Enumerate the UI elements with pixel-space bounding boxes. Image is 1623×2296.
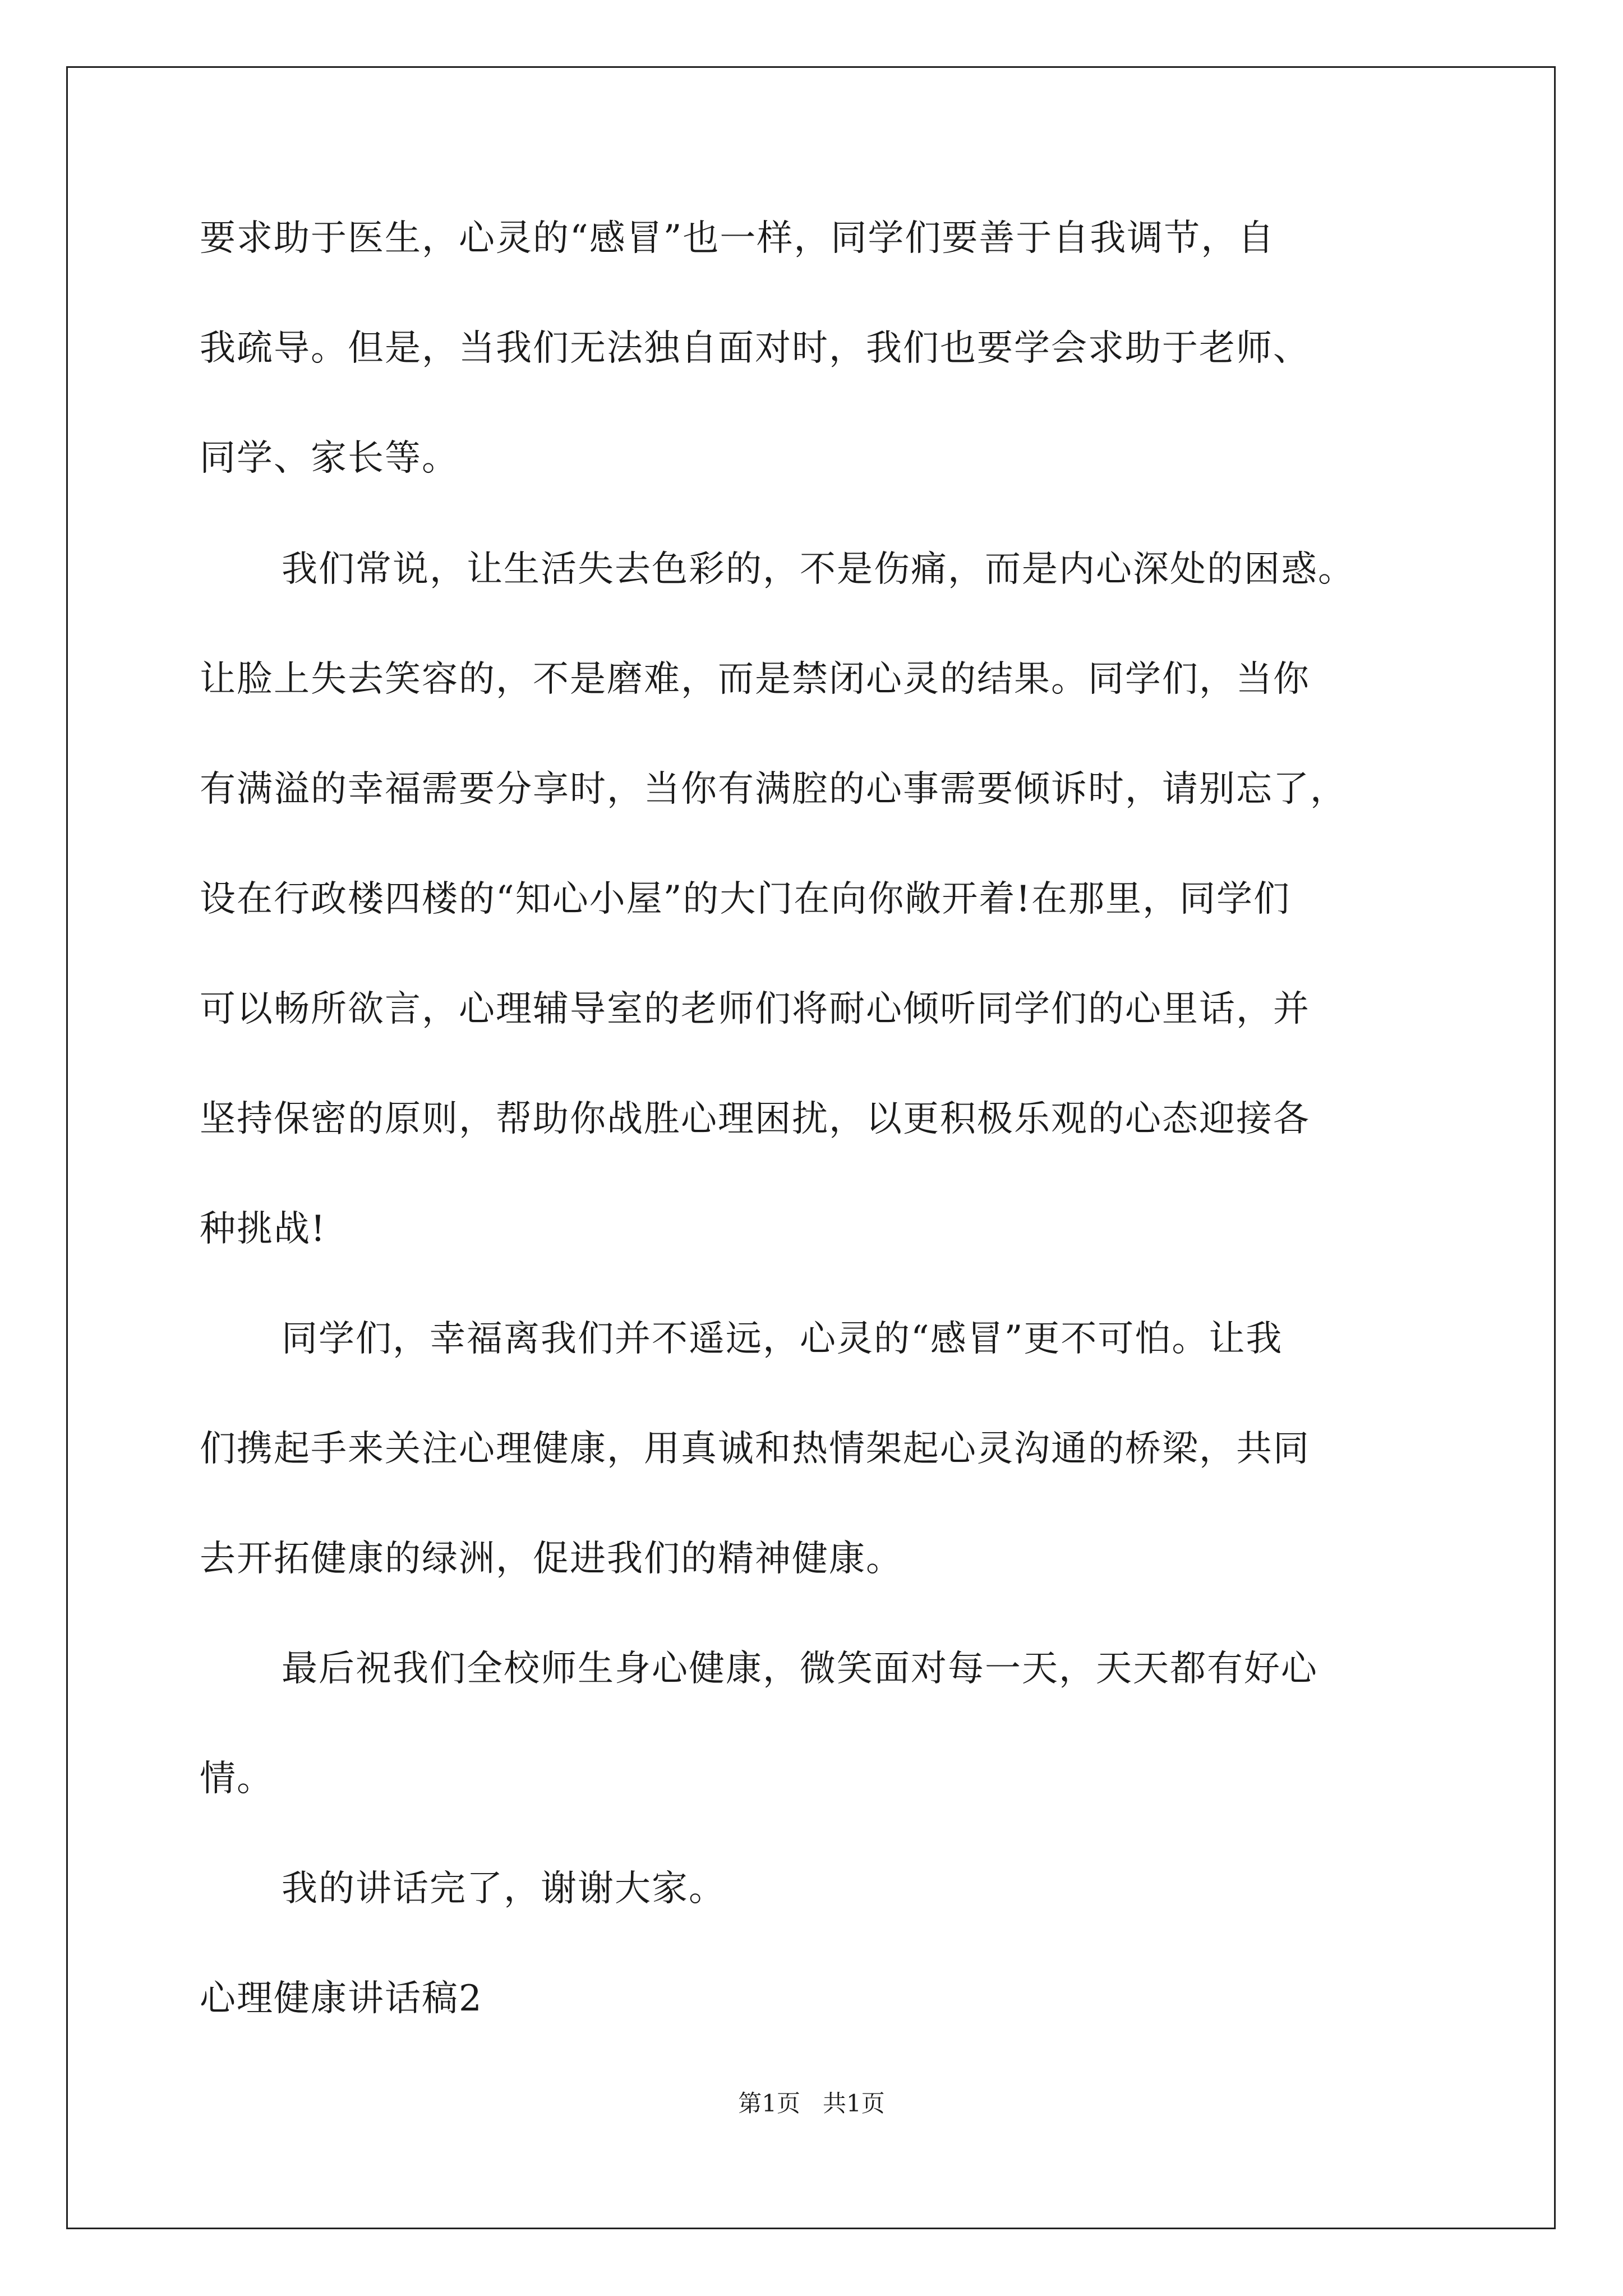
paragraph-line: 坚持保密的原则，帮助你战胜心理困扰，以更积极乐观的心态迎接各 [200, 1098, 1310, 1140]
paragraph-line: 我的讲话完了，谢谢大家。 [282, 1868, 726, 1910]
paragraph-line: 要求助于医生，心灵的“感冒”也一样，同学们要善于自我调节，自 [200, 218, 1275, 259]
paragraph-line: 可以畅所欲言，心理辅导室的老师们将耐心倾听同学们的心里话，并 [200, 988, 1310, 1030]
paragraph-line: 设在行政楼四楼的“知心小屋”的大门在向你敞开着!在那里，同学们 [200, 878, 1291, 920]
page-footer: 第1页 共1页 [738, 2090, 885, 2117]
paragraph-line: 同学、家长等。 [200, 438, 459, 479]
paragraph-line: 去开拓健康的绿洲，促进我们的精神健康。 [200, 1538, 903, 1580]
section-heading: 心理健康讲话稿2 [200, 1978, 483, 2019]
paragraph-line: 种挑战! [200, 1208, 326, 1250]
paragraph-line: 们携起手来关注心理健康，用真诚和热情架起心灵沟通的桥梁，共同 [200, 1428, 1310, 1470]
paragraph-line: 情。 [200, 1758, 274, 1800]
paragraph-line: 有满溢的幸福需要分享时，当你有满腔的心事需要倾诉时，请别忘了， [200, 769, 1347, 810]
paragraph-line: 让脸上失去笑容的，不是磨难，而是禁闭心灵的结果。同学们，当你 [200, 659, 1310, 700]
paragraph-line: 我疏导。但是，当我们无法独自面对时，我们也要学会求助于老师、 [200, 328, 1310, 369]
paragraph-line: 我们常说，让生活失去色彩的，不是伤痛，而是内心深处的困惑。 [282, 549, 1355, 590]
paragraph-line: 同学们，幸福离我们并不遥远，心灵的“感冒”更不可怕。让我 [282, 1318, 1283, 1360]
paragraph-line: 最后祝我们全校师生身心健康，微笑面对每一天，天天都有好心 [282, 1648, 1318, 1690]
